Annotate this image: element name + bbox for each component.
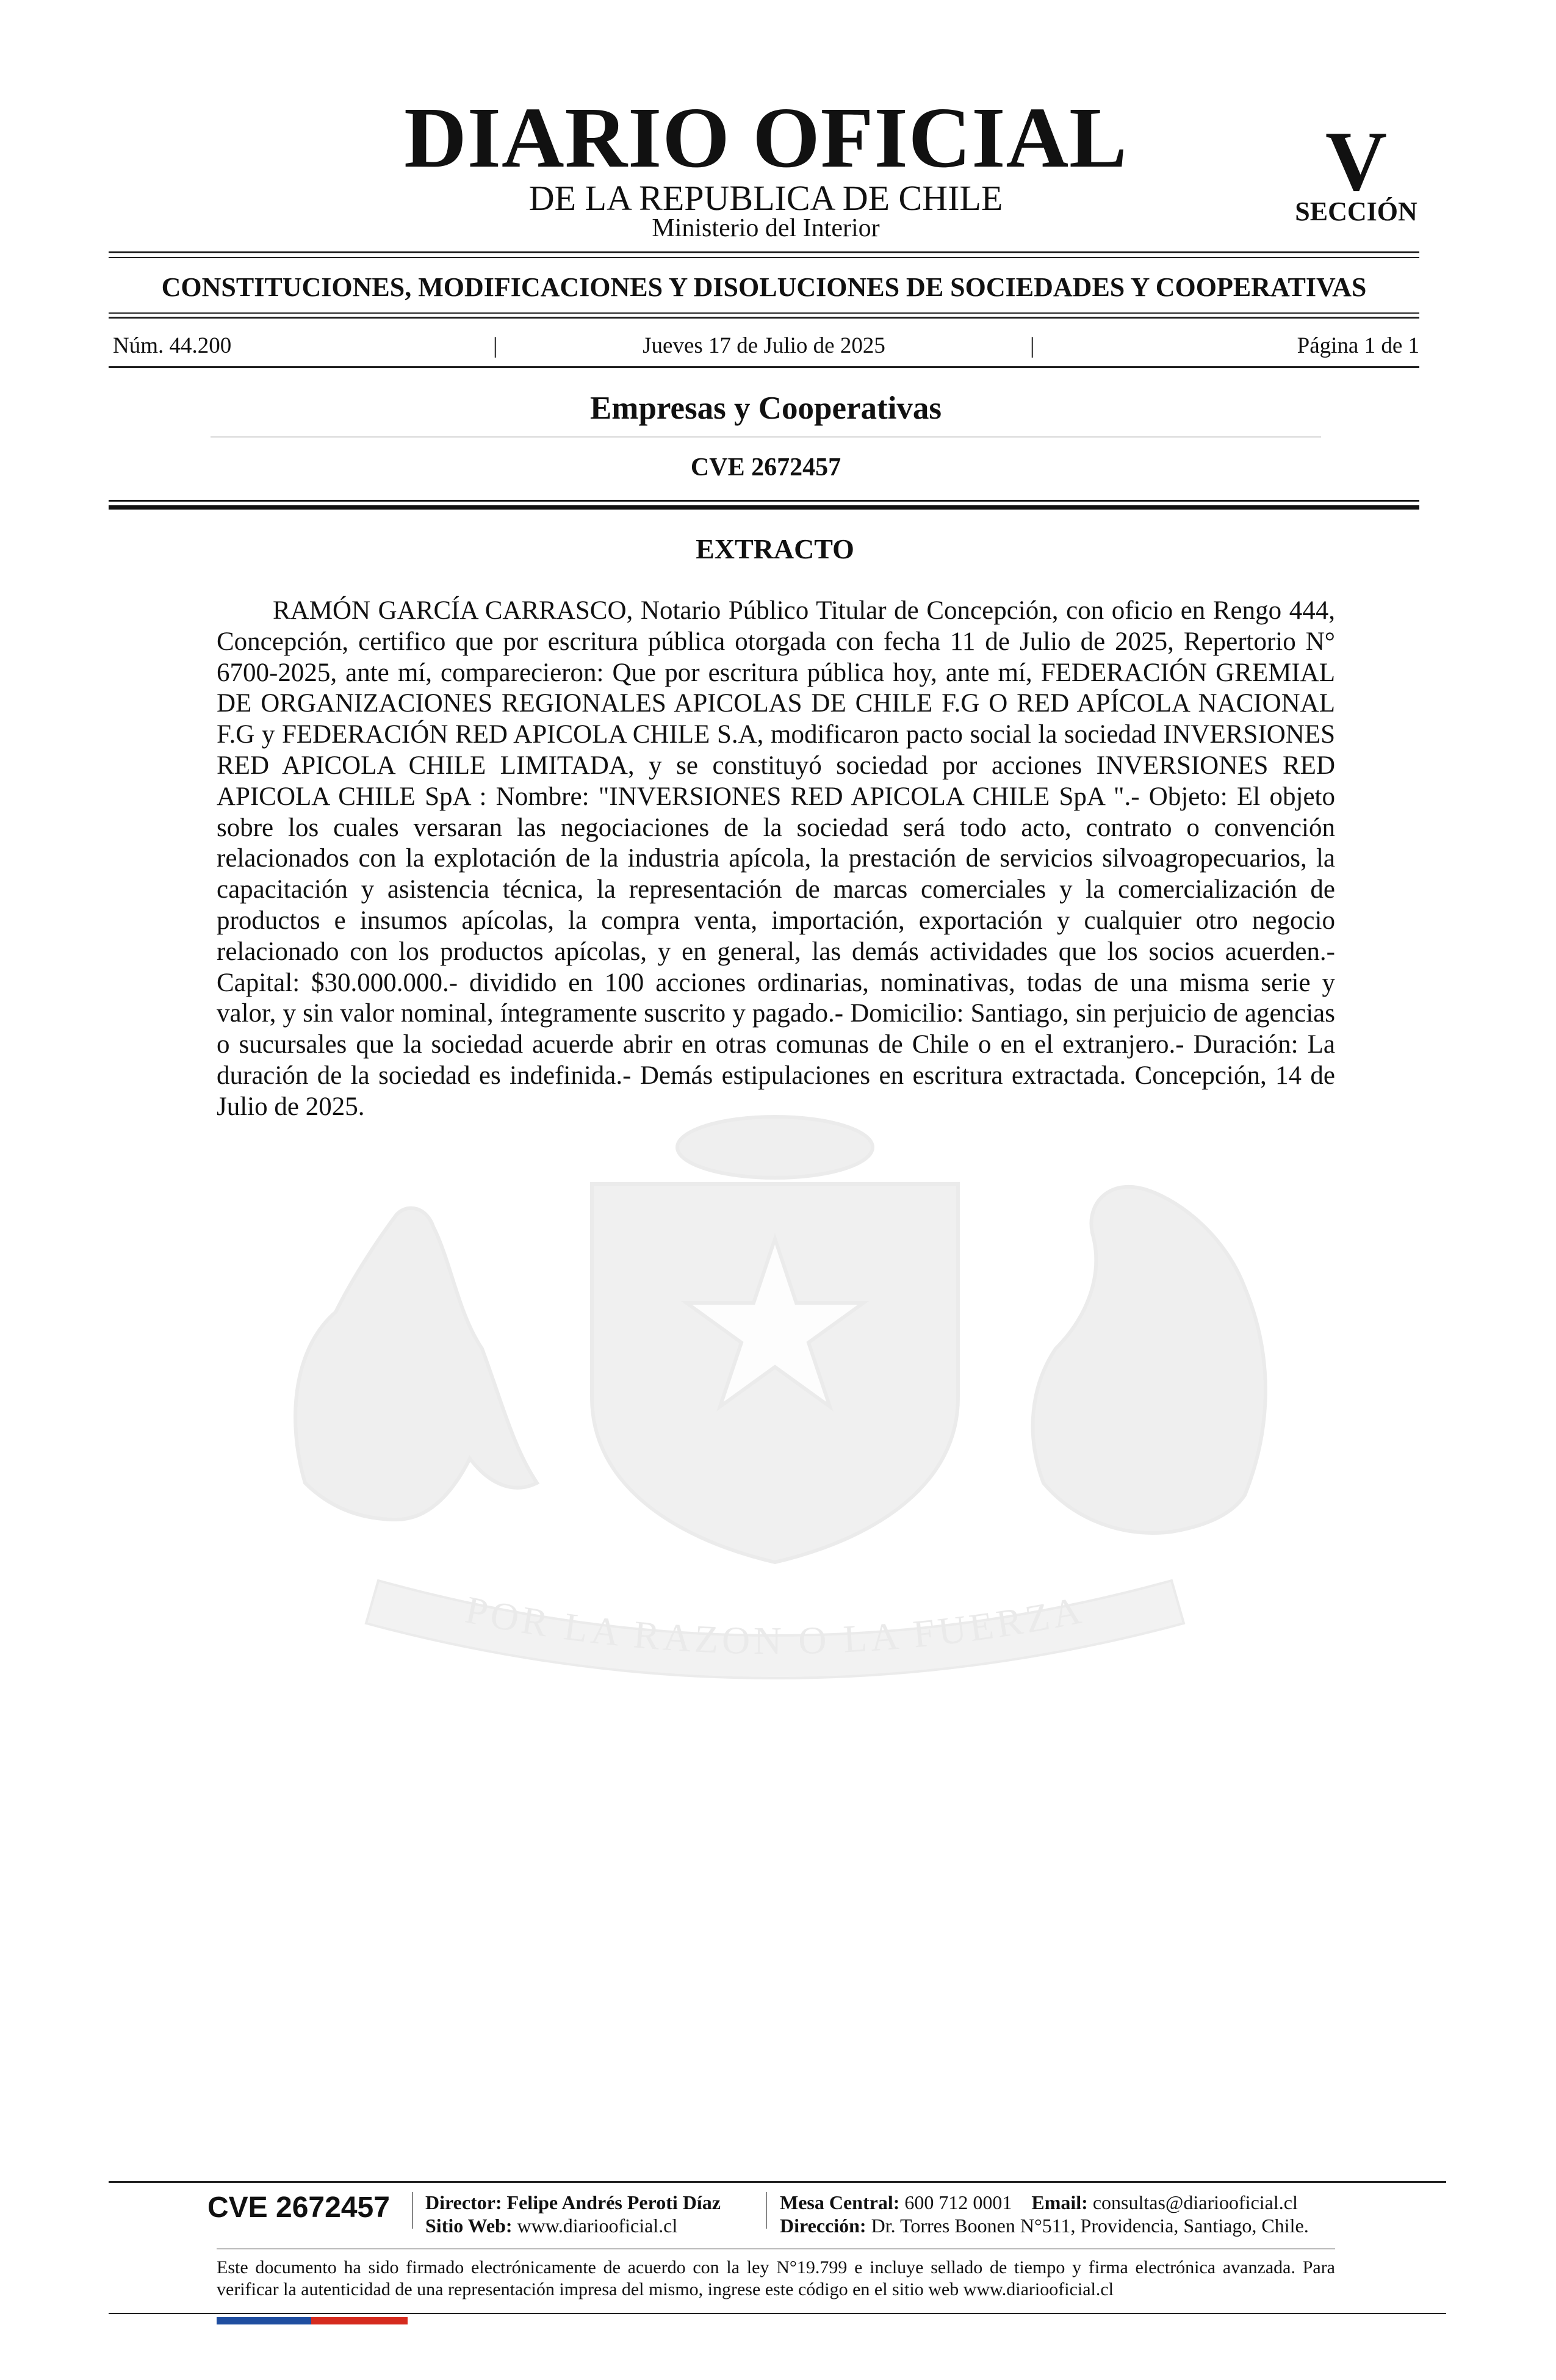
footer-cve: CVE 2672457 (207, 2191, 390, 2224)
director-label: Director: (425, 2191, 502, 2213)
footer-contact (780, 2191, 1298, 2214)
ministry-label: Ministerio del Interior (652, 214, 880, 242)
category-heading: CONSTITUCIONES, MODIFICACIONES Y DISOLUCIONES DE SOCIEDADES Y COOPERATIVAS (161, 272, 1367, 302)
website-label: Sitio Web: (425, 2215, 513, 2237)
document-body: RAMÓN GARCÍA CARRASCO, Notario Público Titular de Concepción, con oficio en Rengo 444, Concepción, certifico que por escritura pública otorgada con fecha 11 de Julio de 2025, Repertorio N° 6700-2025, ante mí, comparecieron: Que por escritura pública hoy, ante mí, FEDERACIÓN GREMIAL DE ORGANIZACIONES REGIONALES APICOLAS DE CHILE F.G O RED APÍCOLA NACIONAL F.G y FEDERACIÓN RED APICOLA CHILE S.A, modificaron pacto social la sociedad INVERSIONES RED APICOLA CHILE LIMITADA, y se constituyó sociedad por acciones INVERSIONES RED APICOLA CHILE SpA : Nombre: "INVERSIONES RED APICOLA CHILE SpA ".- Objeto: El objeto sobre los cuales versaran las negociaciones de la sociedad será todo acto, contrato o convención relacionados con la explotación de la industria apícola, la prestación de servicios silvoagropecuarios, la capacitación y asistencia técnica, la representación de marcas comerciales y la comercialización de productos e insumos apícolas, la compra venta, importación, exportación y cualquier otro negocio relacionado con los productos apícolas, y en general, las demás actividades que los socios acuerden.- Capital: $30.000.000.- dividido en 100 acciones ordinarias, nominativas, todas de una misma serie y valor, y sin valor nominal, íntegramente suscrito y pagado.- Domicilio: Santiago, sin perjuicio de agencias o sucursales que la sociedad acuerde abrir en otras comunas de Chile o en el extranjero.- Duración: La duración de la sociedad es indefinida.- Demás estipulaciones en escritura extractada. Concepción, 14 de Julio de 2025. (217, 596, 1335, 1121)
section-letter: V (1325, 114, 1388, 209)
flag-stripe-blue (217, 2317, 311, 2324)
issue-number: Núm. 44.200 (113, 333, 232, 358)
newspaper-subtitle: DE LA REPUBLICA DE CHILE (528, 178, 1003, 218)
cve-code: CVE 2672457 (690, 453, 841, 481)
masthead-rule-thin (109, 257, 1419, 258)
page-number: Página 1 de 1 (1297, 333, 1419, 358)
section-heading: Empresas y Cooperativas (589, 391, 942, 426)
footer-director (425, 2191, 721, 2214)
document-heading: EXTRACTO (696, 533, 854, 564)
masthead-rule (109, 251, 1419, 253)
footer-rule (109, 2181, 1446, 2183)
category-rule-top (109, 312, 1419, 314)
address-label: Dirección: (780, 2215, 866, 2237)
footer-thin-rule (217, 2248, 1335, 2249)
footer-divider (766, 2192, 767, 2229)
legal-notice: Este documento ha sido firmado electrónicamente de acuerdo con la ley N°19.799 e incluye sellado de tiempo y firma electrónica avanzada. Para verificar la autenticidad de una representación impresa del mismo, ingrese este código en el sitio web www.diariooficial.cl (217, 2257, 1335, 2299)
chile-coat-of-arms-icon (195, 1056, 1355, 1697)
director-name: Felipe Andrés Peroti Díaz (506, 2191, 721, 2213)
website-link[interactable]: www.diariooficial.cl (517, 2215, 678, 2237)
footer-divider (412, 2192, 413, 2229)
issue-date: Jueves 17 de Julio de 2025 (643, 333, 885, 358)
info-separator: | (1030, 333, 1035, 358)
coat-of-arms-motto: POR LA RAZON O LA FUERZA (462, 1587, 1088, 1663)
header-rule-thin (109, 500, 1419, 502)
newspaper-title: DIARIO OFICIAL (404, 89, 1128, 186)
address-value: Dr. Torres Boonen N°511, Providencia, Santiago, Chile. (871, 2215, 1309, 2237)
email-label: Email: (1031, 2191, 1088, 2213)
section-rule (211, 436, 1321, 438)
section-word: SECCIÓN (1295, 197, 1417, 226)
flag-stripe-red (311, 2317, 408, 2324)
info-rule (109, 366, 1419, 368)
footer-address (780, 2214, 1309, 2237)
info-separator: | (493, 333, 498, 358)
category-rule-bottom (109, 317, 1419, 319)
mesa-label: Mesa Central: (780, 2191, 900, 2213)
mesa-phone: 600 712 0001 (904, 2191, 1012, 2213)
email-link[interactable]: consultas@diariooficial.cl (1092, 2191, 1298, 2213)
footer-website (425, 2214, 677, 2237)
header-rule-thick (109, 505, 1419, 510)
footer-bottom-rule (109, 2313, 1446, 2314)
